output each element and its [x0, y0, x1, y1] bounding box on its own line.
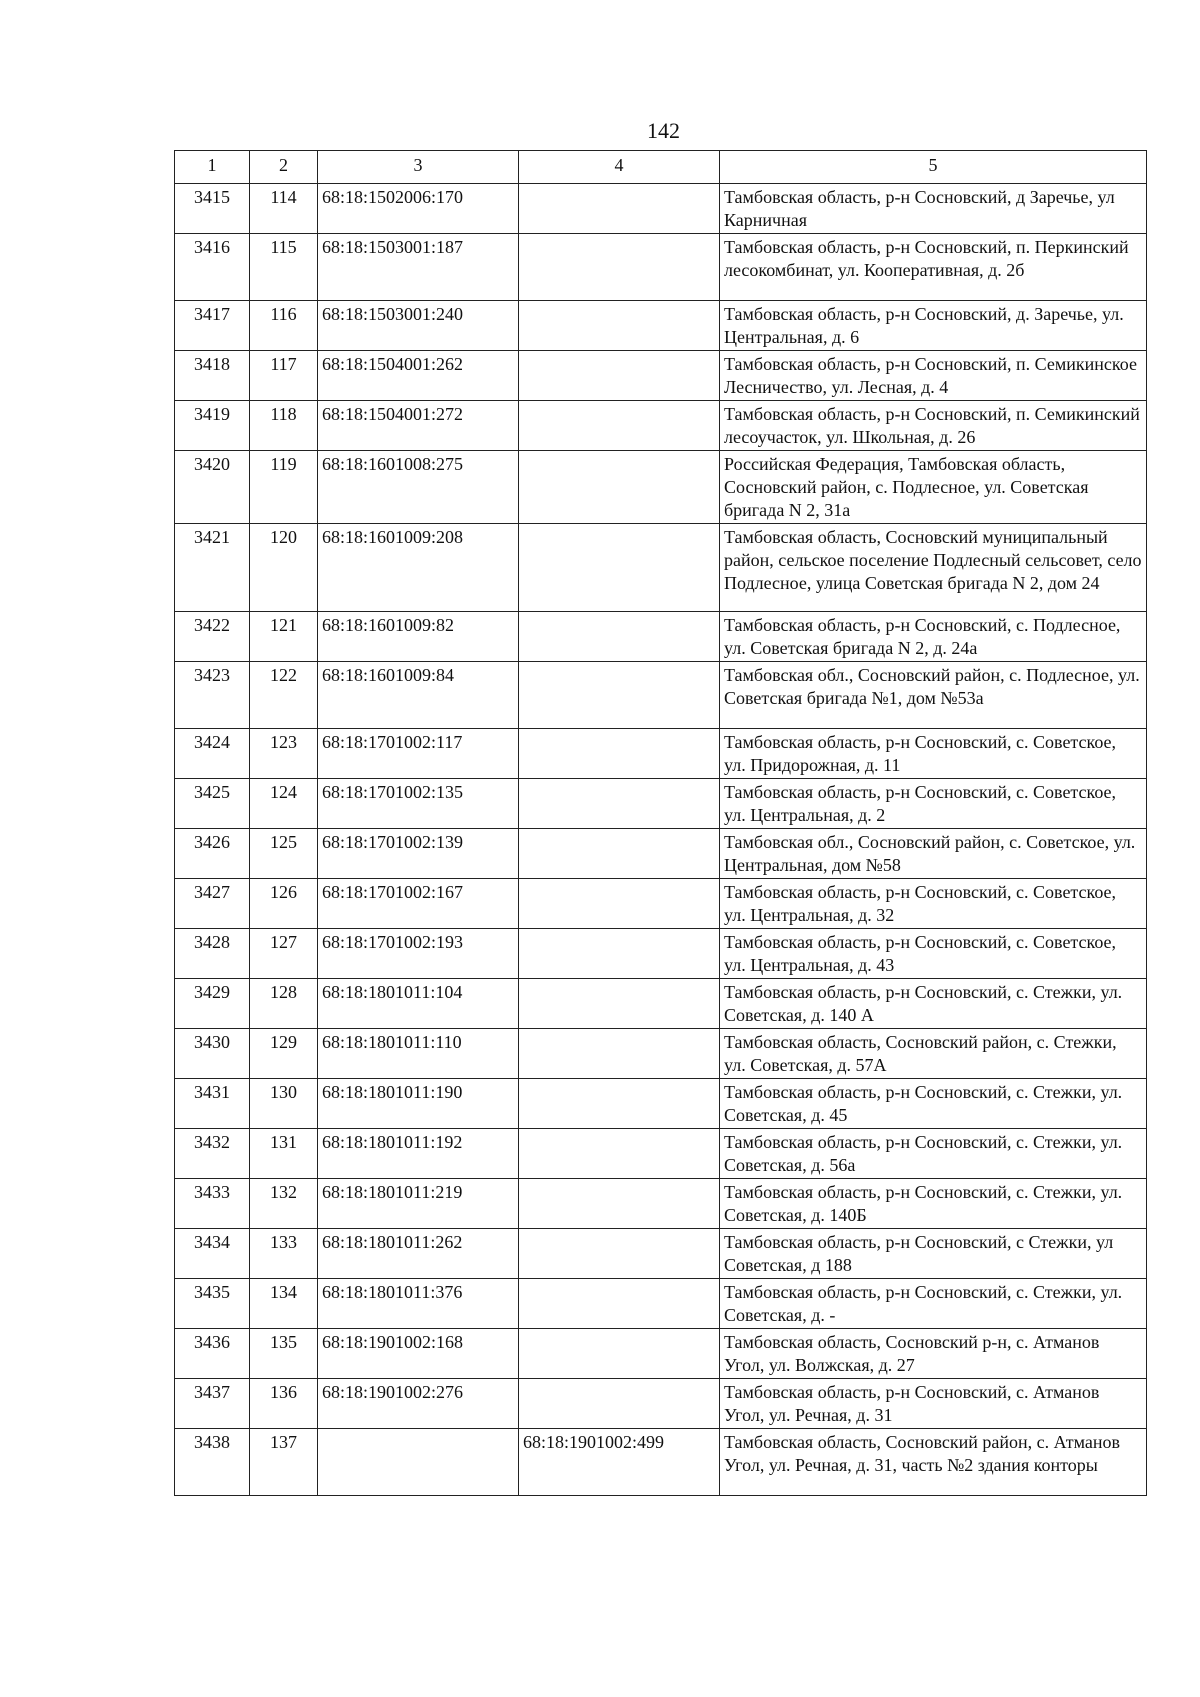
cell-cadastral-number: 68:18:1701002:135	[318, 779, 519, 829]
table-row	[175, 401, 1147, 451]
cell-total-number: 3438	[175, 1429, 250, 1496]
cell-cadastral-number-part	[519, 184, 720, 234]
table-row	[175, 729, 1147, 779]
cell-cadastral-number: 68:18:1503001:240	[318, 301, 519, 351]
cell-local-number: 137	[250, 1429, 318, 1496]
cell-address: Тамбовская область, Сосновский муниципальный район, сельское поселение Подлесный сельсовет, село Подлесное, улица Советская бригада N 2, дом 24	[720, 524, 1147, 612]
cell-address: Тамбовская область, р-н Сосновский, с. Стежки, ул. Советская, д. 56а	[720, 1129, 1147, 1179]
cell-cadastral-number: 68:18:1801011:190	[318, 1079, 519, 1129]
cell-cadastral-number: 68:18:1502006:170	[318, 184, 519, 234]
cell-cadastral-number: 68:18:1504001:272	[318, 401, 519, 451]
cell-cadastral-number: 68:18:1701002:139	[318, 829, 519, 879]
table-row	[175, 929, 1147, 979]
cell-total-number: 3432	[175, 1129, 250, 1179]
table-row	[175, 1179, 1147, 1229]
cell-address: Тамбовская область, р-н Сосновский, п. Перкинский лесокомбинат, ул. Кооперативная, д. 2б	[720, 234, 1147, 301]
cell-cadastral-number: 68:18:1801011:262	[318, 1229, 519, 1279]
cell-total-number: 3435	[175, 1279, 250, 1329]
cell-cadastral-number-part	[519, 1379, 720, 1429]
cell-cadastral-number-part	[519, 1079, 720, 1129]
cell-address: Тамбовская область, р-н Сосновский, с. Стежки, ул. Советская, д. -	[720, 1279, 1147, 1329]
cell-local-number: 129	[250, 1029, 318, 1079]
cell-cadastral-number: 68:18:1701002:117	[318, 729, 519, 779]
cell-cadastral-number-part	[519, 979, 720, 1029]
cell-cadastral-number-part	[519, 301, 720, 351]
cell-total-number: 3430	[175, 1029, 250, 1079]
cell-cadastral-number: 68:18:1901002:276	[318, 1379, 519, 1429]
cell-cadastral-number-part	[519, 1229, 720, 1279]
cell-total-number: 3428	[175, 929, 250, 979]
cell-cadastral-number-part	[519, 401, 720, 451]
table-row	[175, 1379, 1147, 1429]
cell-cadastral-number-part	[519, 612, 720, 662]
cell-address: Тамбовская область, р-н Сосновский, с. Советское, ул. Центральная, д. 32	[720, 879, 1147, 929]
cell-local-number: 126	[250, 879, 318, 929]
header-col-5: 5	[720, 151, 1147, 184]
cell-local-number: 114	[250, 184, 318, 234]
cell-cadastral-number-part	[519, 1129, 720, 1179]
table-row	[175, 524, 1147, 612]
cell-cadastral-number: 68:18:1801011:192	[318, 1129, 519, 1179]
cell-cadastral-number-part	[519, 729, 720, 779]
cell-cadastral-number-part	[519, 1329, 720, 1379]
cell-cadastral-number: 68:18:1601009:84	[318, 662, 519, 729]
cell-cadastral-number-part	[519, 524, 720, 612]
header-col-1: 1	[175, 151, 250, 184]
cell-local-number: 128	[250, 979, 318, 1029]
cell-cadastral-number: 68:18:1801011:376	[318, 1279, 519, 1329]
table-row	[175, 1429, 1147, 1496]
cell-cadastral-number-part	[519, 879, 720, 929]
cell-local-number: 135	[250, 1329, 318, 1379]
table-row	[175, 612, 1147, 662]
cell-address: Тамбовская область, Сосновский район, с. Стежки, ул. Советская, д. 57А	[720, 1029, 1147, 1079]
cell-cadastral-number: 68:18:1601009:208	[318, 524, 519, 612]
cell-address: Тамбовская область, р-н Сосновский, с. Подлесное, ул. Советская бригада N 2, д. 24а	[720, 612, 1147, 662]
cell-total-number: 3419	[175, 401, 250, 451]
cell-cadastral-number-part	[519, 1179, 720, 1229]
cell-total-number: 3425	[175, 779, 250, 829]
cell-cadastral-number-part	[519, 779, 720, 829]
cell-local-number: 131	[250, 1129, 318, 1179]
header-col-4: 4	[519, 151, 720, 184]
cell-total-number: 3437	[175, 1379, 250, 1429]
cell-total-number: 3418	[175, 351, 250, 401]
header-row	[175, 151, 1147, 184]
cell-cadastral-number-part: 68:18:1901002:499	[519, 1429, 720, 1496]
cell-cadastral-number: 68:18:1901002:168	[318, 1329, 519, 1379]
cell-local-number: 121	[250, 612, 318, 662]
cell-total-number: 3417	[175, 301, 250, 351]
cell-cadastral-number-part	[519, 351, 720, 401]
cell-cadastral-number: 68:18:1801011:110	[318, 1029, 519, 1079]
cell-cadastral-number: 68:18:1504001:262	[318, 351, 519, 401]
cell-local-number: 118	[250, 401, 318, 451]
cell-local-number: 116	[250, 301, 318, 351]
cell-total-number: 3424	[175, 729, 250, 779]
table-row	[175, 829, 1147, 879]
table-row	[175, 184, 1147, 234]
cell-cadastral-number: 68:18:1701002:193	[318, 929, 519, 979]
table-header	[175, 151, 1147, 184]
table-row	[175, 451, 1147, 524]
cell-cadastral-number-part	[519, 451, 720, 524]
table-row	[175, 979, 1147, 1029]
cell-cadastral-number-part	[519, 234, 720, 301]
cell-local-number: 134	[250, 1279, 318, 1329]
cell-total-number: 3422	[175, 612, 250, 662]
cell-local-number: 120	[250, 524, 318, 612]
header-col-3: 3	[318, 151, 519, 184]
table-row	[175, 351, 1147, 401]
table-row	[175, 1229, 1147, 1279]
cell-cadastral-number: 68:18:1601009:82	[318, 612, 519, 662]
cell-total-number: 3429	[175, 979, 250, 1029]
cell-cadastral-number-part	[519, 929, 720, 979]
header-col-2: 2	[250, 151, 318, 184]
cell-total-number: 3423	[175, 662, 250, 729]
cell-total-number: 3434	[175, 1229, 250, 1279]
table-row	[175, 779, 1147, 829]
cell-local-number: 130	[250, 1079, 318, 1129]
cell-address: Тамбовская область, р-н Сосновский, с. Советское, ул. Центральная, д. 2	[720, 779, 1147, 829]
cell-local-number: 136	[250, 1379, 318, 1429]
cell-address: Тамбовская область, р-н Сосновский, с Стежки, ул Советская, д 188	[720, 1229, 1147, 1279]
cell-local-number: 115	[250, 234, 318, 301]
table-row	[175, 879, 1147, 929]
cell-cadastral-number: 68:18:1503001:187	[318, 234, 519, 301]
table-row	[175, 301, 1147, 351]
cell-total-number: 3431	[175, 1079, 250, 1129]
cell-cadastral-number	[318, 1429, 519, 1496]
cell-local-number: 123	[250, 729, 318, 779]
table-row	[175, 234, 1147, 301]
table-row	[175, 1079, 1147, 1129]
cell-local-number: 124	[250, 779, 318, 829]
cell-local-number: 125	[250, 829, 318, 879]
cell-cadastral-number: 68:18:1701002:167	[318, 879, 519, 929]
cell-address: Тамбовская область, р-н Сосновский, д Заречье, ул Карничная	[720, 184, 1147, 234]
cell-total-number: 3426	[175, 829, 250, 879]
cell-address: Тамбовская область, р-н Сосновский, с. Стежки, ул. Советская, д. 140Б	[720, 1179, 1147, 1229]
cell-address: Тамбовская обл., Сосновский район, с. Советское, ул. Центральная, дом №58	[720, 829, 1147, 879]
cell-cadastral-number-part	[519, 829, 720, 879]
cell-local-number: 122	[250, 662, 318, 729]
cell-address: Тамбовская область, р-н Сосновский, д. Заречье, ул. Центральная, д. 6	[720, 301, 1147, 351]
cell-total-number: 3415	[175, 184, 250, 234]
cell-local-number: 132	[250, 1179, 318, 1229]
cell-cadastral-number-part	[519, 1279, 720, 1329]
cell-local-number: 117	[250, 351, 318, 401]
cell-total-number: 3416	[175, 234, 250, 301]
cell-total-number: 3427	[175, 879, 250, 929]
registry-table	[174, 150, 1147, 1496]
cell-local-number: 119	[250, 451, 318, 524]
table-row	[175, 662, 1147, 729]
cell-address: Тамбовская область, р-н Сосновский, с. Стежки, ул. Советская, д. 140 А	[720, 979, 1147, 1029]
cell-address: Тамбовская область, р-н Сосновский, с. Стежки, ул. Советская, д. 45	[720, 1079, 1147, 1129]
cell-total-number: 3433	[175, 1179, 250, 1229]
cell-local-number: 127	[250, 929, 318, 979]
cell-address: Тамбовская обл., Сосновский район, с. Подлесное, ул. Советская бригада №1, дом №53а	[720, 662, 1147, 729]
cell-cadastral-number-part	[519, 1029, 720, 1079]
cell-total-number: 3420	[175, 451, 250, 524]
cell-address: Тамбовская область, Сосновский р-н, с. Атманов Угол, ул. Волжская, д. 27	[720, 1329, 1147, 1379]
cell-address: Тамбовская область, р-н Сосновский, с. Советское, ул. Придорожная, д. 11	[720, 729, 1147, 779]
cell-total-number: 3436	[175, 1329, 250, 1379]
cell-address: Российская Федерация, Тамбовская область, Сосновский район, с. Подлесное, ул. Советская бригада N 2, 31а	[720, 451, 1147, 524]
table-row	[175, 1129, 1147, 1179]
table-row	[175, 1279, 1147, 1329]
cell-address: Тамбовская область, р-н Сосновский, с. Атманов Угол, ул. Речная, д. 31	[720, 1379, 1147, 1429]
cell-address: Тамбовская область, р-н Сосновский, п. Семикинский лесоучасток, ул. Школьная, д. 26	[720, 401, 1147, 451]
table-row	[175, 1029, 1147, 1079]
cell-cadastral-number: 68:18:1801011:104	[318, 979, 519, 1029]
cell-address: Тамбовская область, р-н Сосновский, п. Семикинское Лесничество, ул. Лесная, д. 4	[720, 351, 1147, 401]
table-body	[175, 184, 1147, 1496]
cell-address: Тамбовская область, р-н Сосновский, с. Советское, ул. Центральная, д. 43	[720, 929, 1147, 979]
cell-cadastral-number-part	[519, 662, 720, 729]
cell-total-number: 3421	[175, 524, 250, 612]
cell-local-number: 133	[250, 1229, 318, 1279]
page-number: 142	[647, 118, 680, 143]
table-row	[175, 1329, 1147, 1379]
cell-cadastral-number: 68:18:1801011:219	[318, 1179, 519, 1229]
cell-address: Тамбовская область, Сосновский район, с. Атманов Угол, ул. Речная, д. 31, часть №2 здания конторы	[720, 1429, 1147, 1496]
cell-cadastral-number: 68:18:1601008:275	[318, 451, 519, 524]
